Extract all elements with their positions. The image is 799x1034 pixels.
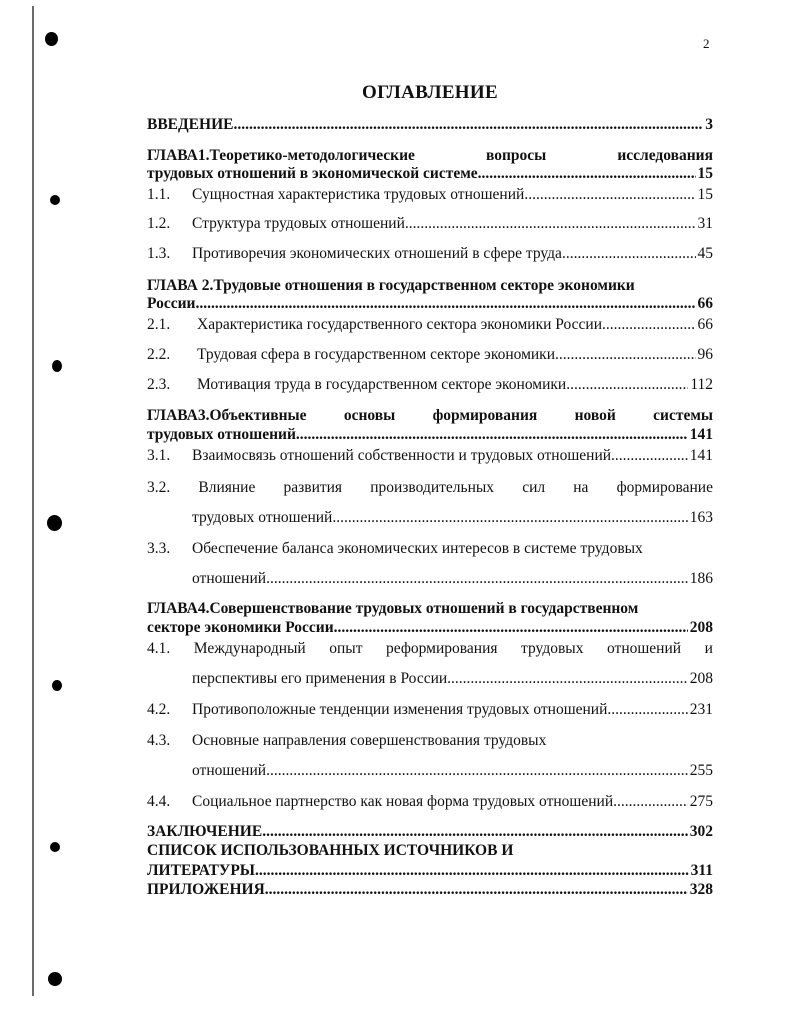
toc-section-4-3-page-line[interactable]: отношений ..... 255 xyxy=(147,762,713,780)
toc-chapter-2-page-line[interactable]: России ..... 66 xyxy=(147,295,713,313)
toc-entry-appendix[interactable]: ПРИЛОЖЕНИЯ ..... 328 xyxy=(147,881,713,899)
toc-section-4-4[interactable]: 4.4. Социальное партнерство как новая форма трудовых отношений ..... 275 xyxy=(147,793,713,811)
toc-chapter-4-page-line[interactable]: секторе экономики России ..... 208 xyxy=(147,619,713,637)
toc-section-4-1[interactable]: 4.1. Международный опыт реформирования трудовых отношений и xyxy=(147,640,713,657)
toc-entry-conclusion[interactable]: ЗАКЛЮЧЕНИЕ ..... 302 xyxy=(147,823,713,841)
toc-section-2-3[interactable]: 2.3. Мотивация труда в государственном секторе экономики ..... 112 xyxy=(147,376,713,394)
toc-chapter-1-page-line[interactable]: трудовых отношений в экономической системе ..... 15 xyxy=(147,165,713,183)
toc-entry-sources-page-line[interactable]: ЛИТЕРАТУРЫ ..... 311 xyxy=(147,862,713,880)
toc-chapter-2-heading[interactable]: ГЛАВА 2.Трудовые отношения в государственном секторе экономики xyxy=(147,277,635,294)
toc-section-4-2[interactable]: 4.2. Противоположные тенденции изменения трудовых отношений ..... 231 xyxy=(147,701,713,719)
punch-hole-mark xyxy=(47,515,62,531)
punch-hole-mark xyxy=(48,972,62,986)
toc-section-4-3[interactable]: 4.3. Основные направления совершенствования трудовых xyxy=(147,732,547,749)
page-number: 2 xyxy=(703,36,710,51)
toc-chapter-4-heading[interactable]: ГЛАВА4.Совершенствование трудовых отношений в государственном xyxy=(147,600,639,617)
toc-section-3-1[interactable]: 3.1. Взаимосвязь отношений собственности и трудовых отношений ..... 141 xyxy=(147,447,713,465)
toc-section-3-2[interactable]: 3.2. Влияние развития производительных сил на формирование xyxy=(147,479,713,496)
punch-hole-mark xyxy=(50,195,60,205)
toc-section-2-1[interactable]: 2.1. Характеристика государственного сектора экономики России ..... 66 xyxy=(147,316,713,334)
toc-section-4-1-page-line[interactable]: перспективы его применения в России ..... 208 xyxy=(147,670,713,688)
punch-hole-mark xyxy=(50,842,60,852)
punch-hole-mark xyxy=(52,680,62,691)
punch-hole-mark xyxy=(52,360,62,372)
toc-chapter-3-page-line[interactable]: трудовых отношений ..... 141 xyxy=(147,426,713,444)
toc-section-3-3[interactable]: 3.3. Обеспечение баланса экономических интересов в системе трудовых xyxy=(147,540,643,557)
toc-entry-sources[interactable]: СПИСОК ИСПОЛЬЗОВАННЫХ ИСТОЧНИКОВ И xyxy=(147,842,514,859)
toc-section-2-2[interactable]: 2.2. Трудовая сфера в государственном секторе экономики ..... 96 xyxy=(147,346,713,364)
margin-line xyxy=(32,6,34,996)
toc-section-3-2-page-line[interactable]: трудовых отношений ..... 163 xyxy=(147,509,713,527)
toc-section-3-3-page-line[interactable]: отношений ..... 186 xyxy=(147,570,713,588)
toc-title: ОГЛАВЛЕНИЕ xyxy=(362,82,498,103)
toc-entry-intro[interactable]: ВВЕДЕНИЕ ..... 3 xyxy=(147,116,713,134)
toc-section-1-3[interactable]: 1.3. Противоречия экономических отношений в сфере труда ..... 45 xyxy=(147,245,713,263)
toc-chapter-1-heading[interactable]: ГЛАВА1.Теоретико-методологические вопросы исследования xyxy=(147,147,713,164)
toc-section-1-1[interactable]: 1.1. Сущностная характеристика трудовых отношений ..... 15 xyxy=(147,186,713,204)
toc-chapter-3-heading[interactable]: ГЛАВА3.Объективные основы формирования новой системы xyxy=(147,407,713,424)
toc-section-1-2[interactable]: 1.2. Структура трудовых отношений ..... 31 xyxy=(147,215,713,233)
punch-hole-mark xyxy=(45,32,58,46)
